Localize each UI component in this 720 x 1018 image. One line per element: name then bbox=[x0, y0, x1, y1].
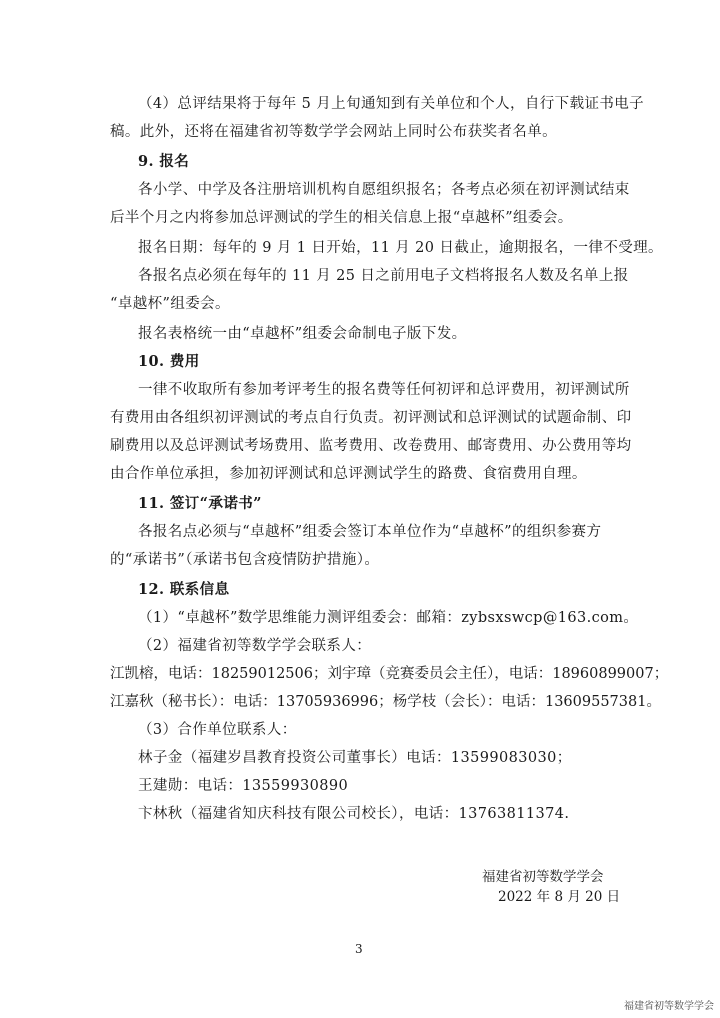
paragraph-line: 报名日期：每年的 9 月 1 日开始，11 月 20 日截止，逾期报名，一律不受理。 bbox=[138, 240, 663, 256]
paragraph-line: 各报名点必须在每年的 11 月 25 日之前用电子文档将报名人数及名单上报 bbox=[138, 268, 629, 284]
paragraph-line: 卞林秋（福建省知庆科技有限公司校长），电话：13763811374. bbox=[138, 806, 570, 822]
section-heading: 11. 签订“承诺书” bbox=[138, 495, 262, 512]
paragraph-line: 一律不收取所有参加考评考生的报名费等任何初评和总评费用，初评测试所 bbox=[138, 382, 630, 398]
paragraph-line: 后半个月之内将参加总评测试的学生的相关信息上报“卓越杯”组委会。 bbox=[110, 210, 573, 226]
paragraph-line: 有费用由各组织初评测试的考点自行负责。初评测试和总评测试的试题命制、印 bbox=[110, 410, 632, 426]
page-number: 3 bbox=[355, 942, 363, 956]
paragraph-line: （4）总评结果将于每年 5 月上旬通知到有关单位和个人，自行下载证书电子 bbox=[138, 96, 645, 112]
section-heading: 10. 费用 bbox=[138, 353, 200, 370]
signature-org: 福建省初等数学学会 bbox=[482, 869, 604, 885]
paragraph-line: 稿。此外，还将在福建省初等数学学会网站上同时公布获奖者名单。 bbox=[110, 124, 557, 140]
paragraph-line: （2）福建省初等数学学会联系人： bbox=[138, 638, 372, 654]
paragraph-line: （3）合作单位联系人： bbox=[138, 722, 297, 738]
paragraph-line: 各小学、中学及各注册培训机构自愿组织报名；各考点必须在初评测试结束 bbox=[138, 182, 630, 198]
paragraph-line: 刷费用以及总评测试考场费用、监考费用、改卷费用、邮寄费用、办公费用等均 bbox=[110, 438, 632, 454]
paragraph-line: 江嘉秋（秘书长）：电话：13705936996；杨学枝（会长）：电话：13609557381。 bbox=[110, 694, 661, 710]
section-heading: 9. 报名 bbox=[138, 153, 190, 170]
section-heading: 12. 联系信息 bbox=[138, 581, 230, 598]
watermark-text: 福建省初等数学学会 bbox=[624, 1001, 714, 1012]
paragraph-line: 由合作单位承担，参加初评测试和总评测试学生的路费、食宿费用自理。 bbox=[110, 466, 587, 482]
paragraph-line: 报名表格统一由“卓越杯”组委会命制电子版下发。 bbox=[138, 326, 467, 342]
signature-date: 2022 年 8 月 20 日 bbox=[498, 889, 621, 905]
paragraph-line: （1）“卓越杯”数学思维能力测评组委会：邮箱：zybsxswcp@163.com。 bbox=[138, 610, 639, 626]
paragraph-line: “卓越杯”组委会。 bbox=[110, 296, 230, 312]
paragraph-line: 王建勋：电话：13559930890 bbox=[138, 778, 349, 794]
paragraph-line: 江凯榕，电话：18259012506；刘宇璋（竞赛委员会主任），电话：18960899007； bbox=[110, 666, 669, 682]
paragraph-line: 各报名点必须与“卓越杯”组委会签订本单位作为“卓越杯”的组织参赛方 bbox=[138, 524, 602, 540]
paragraph-line: 林子金（福建岁昌教育投资公司董事长）电话：13599083030； bbox=[138, 750, 572, 766]
paragraph-line: 的“承诺书”（承诺书包含疫情防护措施）。 bbox=[110, 552, 380, 568]
